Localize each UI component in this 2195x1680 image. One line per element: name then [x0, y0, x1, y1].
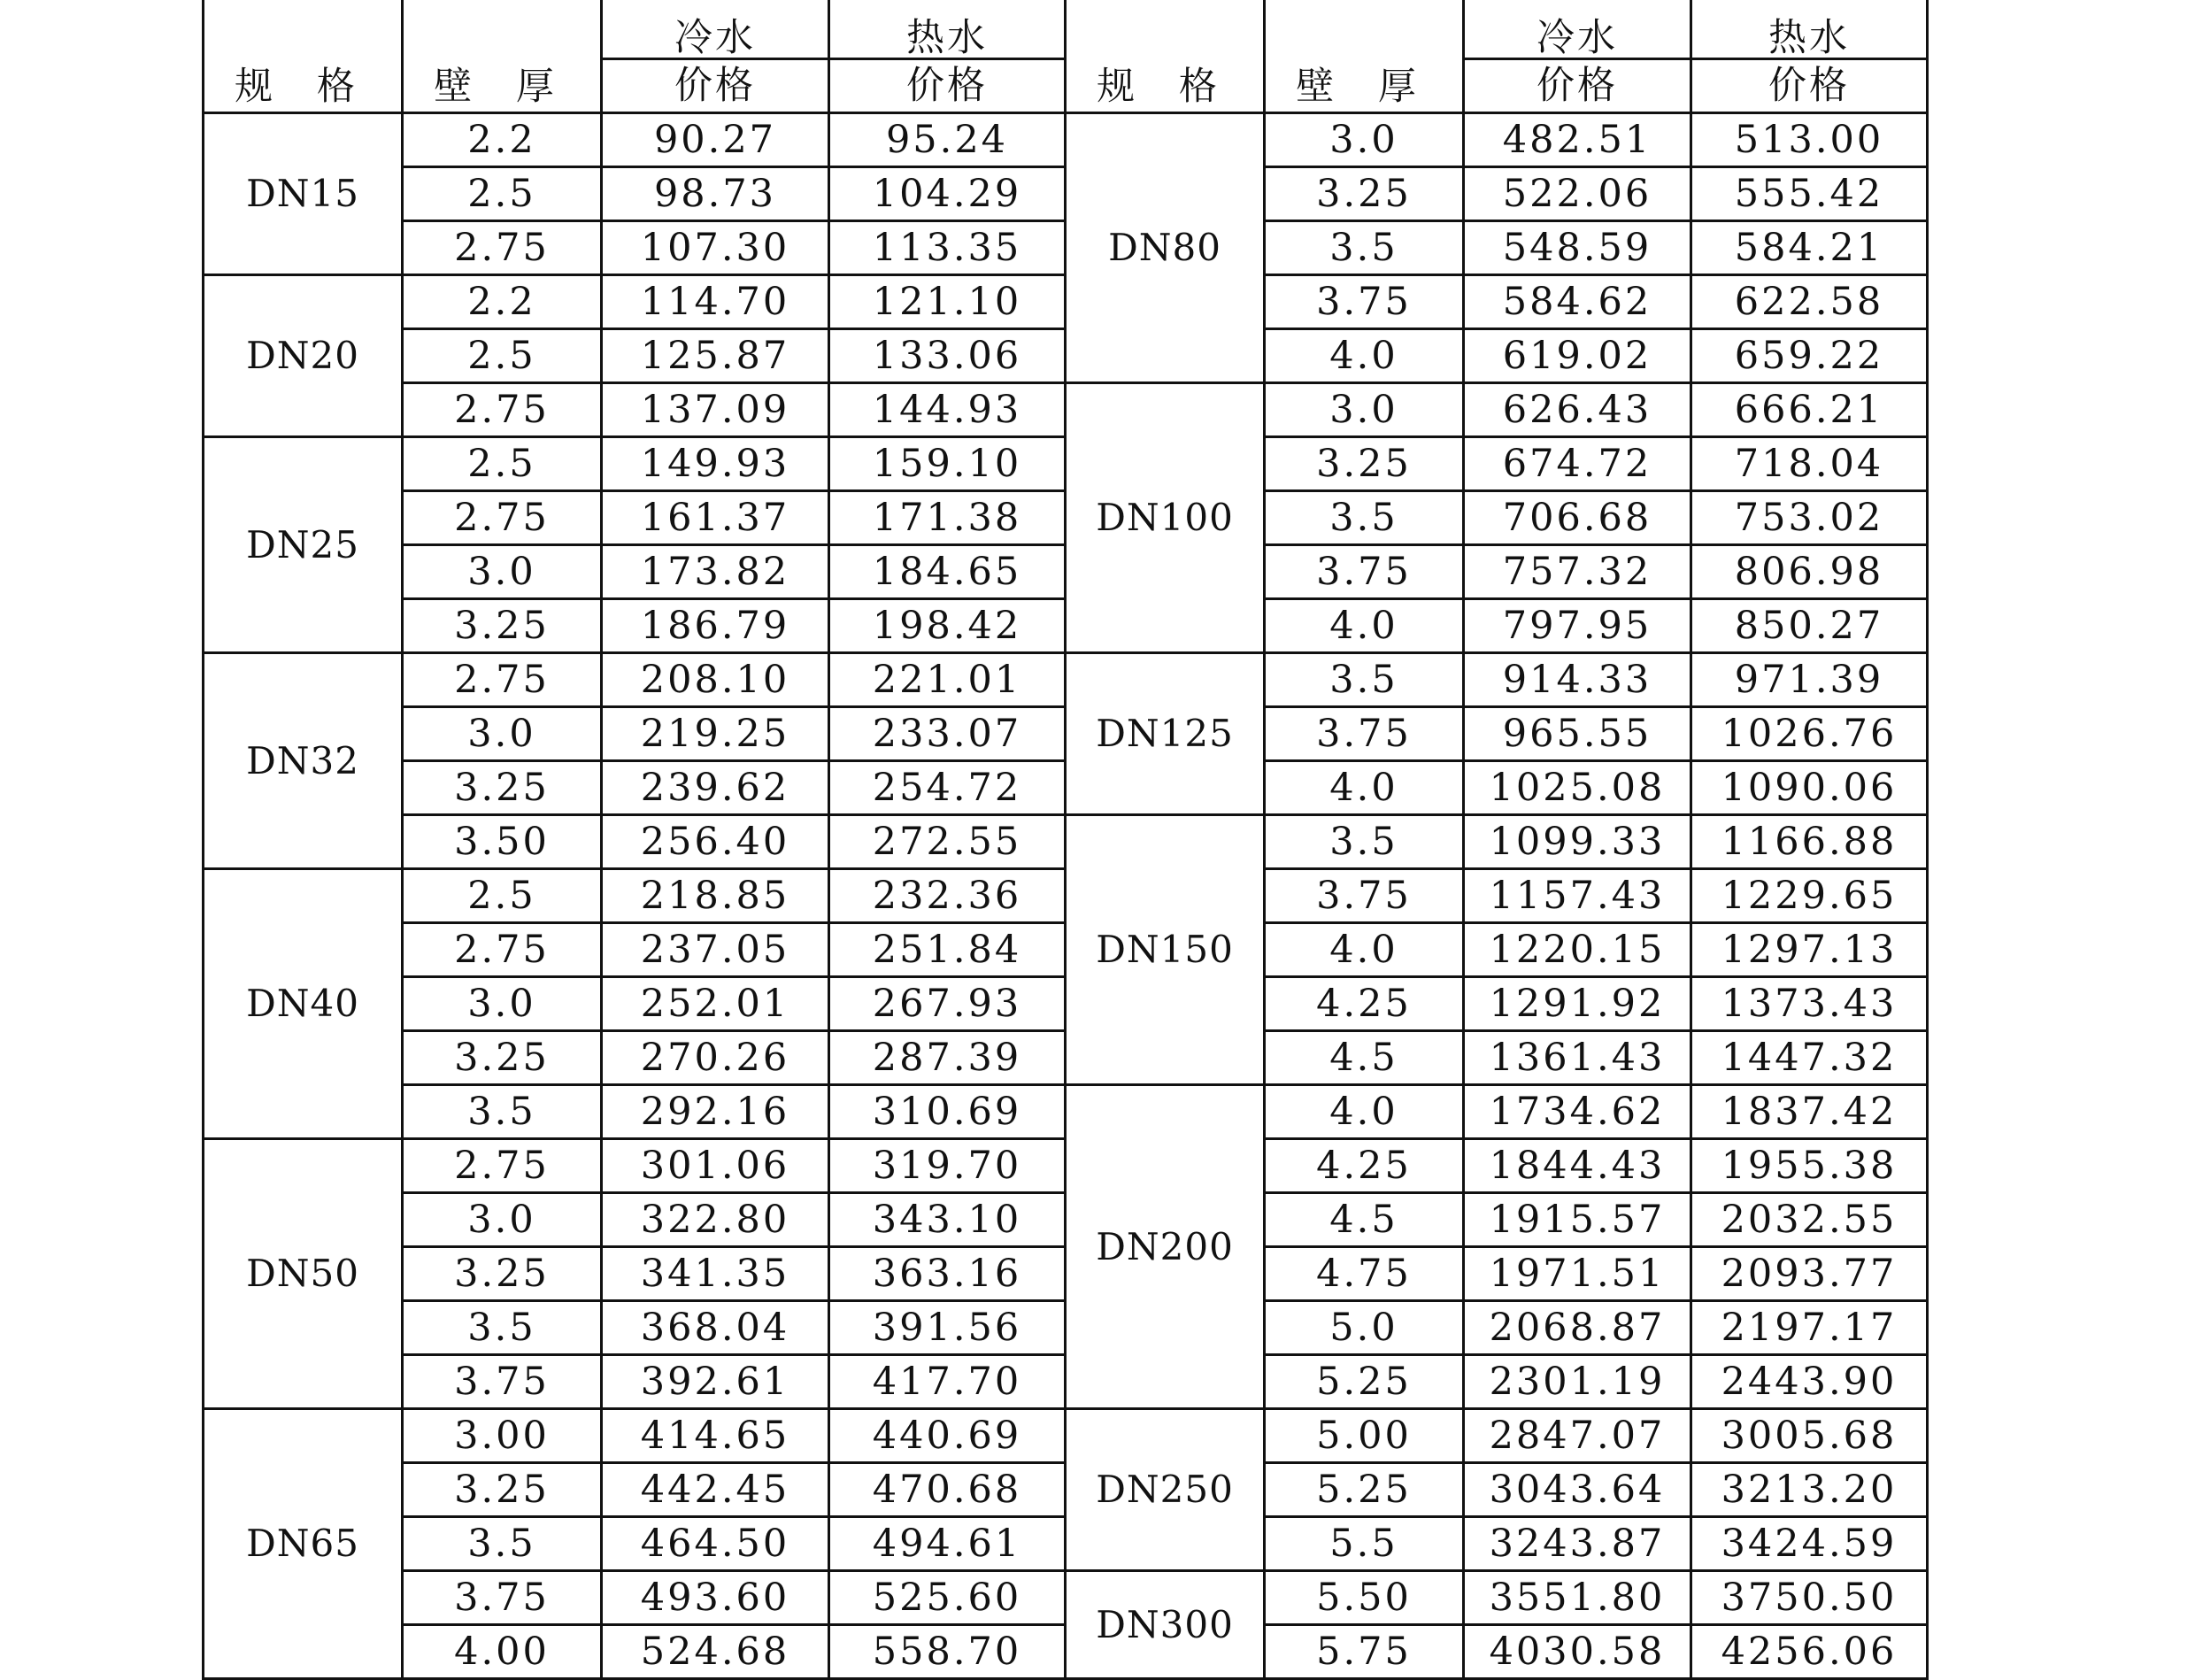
hot-water-price-cell: 3213.20 [1691, 1463, 1928, 1517]
table-row [204, 1571, 1928, 1625]
hot-water-price-cell: 363.16 [829, 1247, 1066, 1301]
wall-thickness-cell: 4.0 [1265, 1085, 1464, 1139]
wall-thickness-cell: 3.75 [1265, 869, 1464, 923]
cold-water-price-cell: 442.45 [602, 1463, 829, 1517]
hot-water-price-cell: 254.72 [829, 761, 1066, 815]
spec-cell-right: DN200 [1066, 1085, 1265, 1409]
header-wall-left: 壁 厚 [403, 0, 602, 113]
wall-thickness-cell: 4.0 [1265, 599, 1464, 653]
wall-thickness-cell: 3.0 [403, 707, 602, 761]
hot-water-price-cell: 232.36 [829, 869, 1066, 923]
hot-water-price-cell: 1955.38 [1691, 1139, 1928, 1193]
wall-thickness-cell: 4.25 [1265, 977, 1464, 1031]
cold-water-price-cell: 3551.80 [1464, 1571, 1691, 1625]
hot-water-price-cell: 558.70 [829, 1625, 1066, 1679]
cold-water-price-cell: 107.30 [602, 221, 829, 275]
cold-water-price-cell: 218.85 [602, 869, 829, 923]
hot-water-price-cell: 3005.68 [1691, 1409, 1928, 1463]
wall-thickness-cell: 3.5 [403, 1517, 602, 1571]
hot-water-price-cell: 1837.42 [1691, 1085, 1928, 1139]
hot-water-price-cell: 1166.88 [1691, 815, 1928, 869]
hot-water-price-cell: 1090.06 [1691, 761, 1928, 815]
wall-thickness-cell: 2.75 [403, 221, 602, 275]
wall-thickness-cell: 3.0 [403, 1193, 602, 1247]
spec-cell-left: DN25 [204, 437, 403, 653]
hot-water-price-cell: 584.21 [1691, 221, 1928, 275]
wall-thickness-cell: 3.75 [403, 1355, 602, 1409]
hot-water-price-cell: 144.93 [829, 383, 1066, 437]
hot-water-price-cell: 513.00 [1691, 113, 1928, 167]
wall-thickness-cell: 3.5 [1265, 653, 1464, 707]
hot-water-price-cell: 753.02 [1691, 491, 1928, 545]
hot-water-price-cell: 1229.65 [1691, 869, 1928, 923]
wall-thickness-cell: 2.2 [403, 113, 602, 167]
hot-water-price-cell: 184.65 [829, 545, 1066, 599]
cold-water-price-cell: 237.05 [602, 923, 829, 977]
wall-thickness-cell: 3.0 [403, 545, 602, 599]
wall-thickness-cell: 3.25 [1265, 437, 1464, 491]
cold-water-price-cell: 524.68 [602, 1625, 829, 1679]
wall-thickness-cell: 5.00 [1265, 1409, 1464, 1463]
cold-water-price-cell: 1220.15 [1464, 923, 1691, 977]
cold-water-price-cell: 392.61 [602, 1355, 829, 1409]
cold-water-price-cell: 341.35 [602, 1247, 829, 1301]
wall-thickness-cell: 5.5 [1265, 1517, 1464, 1571]
hot-water-price-cell: 198.42 [829, 599, 1066, 653]
hot-water-price-cell: 417.70 [829, 1355, 1066, 1409]
table-row [204, 815, 1928, 869]
price-table [202, 0, 1929, 1680]
cold-water-price-cell: 219.25 [602, 707, 829, 761]
wall-thickness-cell: 5.75 [1265, 1625, 1464, 1679]
wall-thickness-cell: 3.5 [1265, 221, 1464, 275]
cold-water-price-cell: 1844.43 [1464, 1139, 1691, 1193]
wall-thickness-cell: 2.75 [403, 383, 602, 437]
wall-thickness-cell: 4.00 [403, 1625, 602, 1679]
wall-thickness-cell: 4.0 [1265, 923, 1464, 977]
cold-water-price-cell: 1734.62 [1464, 1085, 1691, 1139]
hot-water-price-cell: 971.39 [1691, 653, 1928, 707]
hot-water-price-cell: 391.56 [829, 1301, 1066, 1355]
cold-water-price-cell: 1971.51 [1464, 1247, 1691, 1301]
cold-water-price-cell: 292.16 [602, 1085, 829, 1139]
hot-water-price-cell: 718.04 [1691, 437, 1928, 491]
header-cold-water-left: 冷水 [602, 0, 829, 59]
cold-water-price-cell: 256.40 [602, 815, 829, 869]
cold-water-price-cell: 493.60 [602, 1571, 829, 1625]
wall-thickness-cell: 3.00 [403, 1409, 602, 1463]
cold-water-price-cell: 1291.92 [1464, 977, 1691, 1031]
cold-water-price-cell: 90.27 [602, 113, 829, 167]
spec-cell-right: DN300 [1066, 1571, 1265, 1679]
cold-water-price-cell: 114.70 [602, 275, 829, 329]
hot-water-price-cell: 555.42 [1691, 167, 1928, 221]
wall-thickness-cell: 3.75 [403, 1571, 602, 1625]
wall-thickness-cell: 4.75 [1265, 1247, 1464, 1301]
cold-water-price-cell: 1157.43 [1464, 869, 1691, 923]
hot-water-price-cell: 1447.32 [1691, 1031, 1928, 1085]
wall-thickness-cell: 5.0 [1265, 1301, 1464, 1355]
wall-thickness-cell: 3.75 [1265, 275, 1464, 329]
spec-cell-left: DN50 [204, 1139, 403, 1409]
hot-water-price-cell: 104.29 [829, 167, 1066, 221]
cold-water-price-cell: 208.10 [602, 653, 829, 707]
header-cold-price-right: 价格 [1464, 59, 1691, 113]
cold-water-price-cell: 548.59 [1464, 221, 1691, 275]
hot-water-price-cell: 666.21 [1691, 383, 1928, 437]
wall-thickness-cell: 4.5 [1265, 1193, 1464, 1247]
cold-water-price-cell: 464.50 [602, 1517, 829, 1571]
cold-water-price-cell: 414.65 [602, 1409, 829, 1463]
cold-water-price-cell: 4030.58 [1464, 1625, 1691, 1679]
cold-water-price-cell: 3043.64 [1464, 1463, 1691, 1517]
cold-water-price-cell: 239.62 [602, 761, 829, 815]
cold-water-price-cell: 626.43 [1464, 383, 1691, 437]
cold-water-price-cell: 914.33 [1464, 653, 1691, 707]
wall-thickness-cell: 5.50 [1265, 1571, 1464, 1625]
wall-thickness-cell: 3.0 [1265, 113, 1464, 167]
wall-thickness-cell: 2.5 [403, 167, 602, 221]
hot-water-price-cell: 659.22 [1691, 329, 1928, 383]
cold-water-price-cell: 368.04 [602, 1301, 829, 1355]
cold-water-price-cell: 619.02 [1464, 329, 1691, 383]
cold-water-price-cell: 161.37 [602, 491, 829, 545]
hot-water-price-cell: 1026.76 [1691, 707, 1928, 761]
table-row [204, 653, 1928, 707]
wall-thickness-cell: 4.0 [1265, 761, 1464, 815]
cold-water-price-cell: 3243.87 [1464, 1517, 1691, 1571]
cold-water-price-cell: 98.73 [602, 167, 829, 221]
cold-water-price-cell: 322.80 [602, 1193, 829, 1247]
spec-cell-right: DN100 [1066, 383, 1265, 653]
wall-thickness-cell: 5.25 [1265, 1355, 1464, 1409]
table-row [204, 1409, 1928, 1463]
wall-thickness-cell: 3.25 [403, 1031, 602, 1085]
wall-thickness-cell: 3.5 [1265, 491, 1464, 545]
cold-water-price-cell: 1361.43 [1464, 1031, 1691, 1085]
wall-thickness-cell: 3.5 [403, 1085, 602, 1139]
wall-thickness-cell: 4.25 [1265, 1139, 1464, 1193]
hot-water-price-cell: 440.69 [829, 1409, 1066, 1463]
wall-thickness-cell: 3.25 [403, 761, 602, 815]
spec-cell-left: DN40 [204, 869, 403, 1139]
wall-thickness-cell: 2.75 [403, 1139, 602, 1193]
wall-thickness-cell: 3.25 [403, 1463, 602, 1517]
wall-thickness-cell: 3.0 [403, 977, 602, 1031]
header-cold-water-right: 冷水 [1464, 0, 1691, 59]
cold-water-price-cell: 252.01 [602, 977, 829, 1031]
wall-thickness-cell: 3.5 [1265, 815, 1464, 869]
hot-water-price-cell: 221.01 [829, 653, 1066, 707]
wall-thickness-cell: 3.25 [403, 599, 602, 653]
wall-thickness-cell: 2.75 [403, 491, 602, 545]
wall-thickness-cell: 5.25 [1265, 1463, 1464, 1517]
cold-water-price-cell: 173.82 [602, 545, 829, 599]
spec-cell-right: DN150 [1066, 815, 1265, 1085]
hot-water-price-cell: 622.58 [1691, 275, 1928, 329]
header-hot-water-right: 热水 [1691, 0, 1928, 59]
hot-water-price-cell: 1297.13 [1691, 923, 1928, 977]
table-row [204, 113, 1928, 167]
hot-water-price-cell: 4256.06 [1691, 1625, 1928, 1679]
wall-thickness-cell: 3.50 [403, 815, 602, 869]
spec-cell-left: DN32 [204, 653, 403, 869]
hot-water-price-cell: 494.61 [829, 1517, 1066, 1571]
header-hot-price-right: 价格 [1691, 59, 1928, 113]
hot-water-price-cell: 3750.50 [1691, 1571, 1928, 1625]
header-wall-right: 壁 厚 [1265, 0, 1464, 113]
wall-thickness-cell: 2.2 [403, 275, 602, 329]
wall-thickness-cell: 3.5 [403, 1301, 602, 1355]
header-spec-right: 规 格 [1066, 0, 1265, 113]
hot-water-price-cell: 2032.55 [1691, 1193, 1928, 1247]
hot-water-price-cell: 343.10 [829, 1193, 1066, 1247]
wall-thickness-cell: 3.0 [1265, 383, 1464, 437]
cold-water-price-cell: 584.62 [1464, 275, 1691, 329]
cold-water-price-cell: 186.79 [602, 599, 829, 653]
table-row [204, 1085, 1928, 1139]
cold-water-price-cell: 270.26 [602, 1031, 829, 1085]
cold-water-price-cell: 674.72 [1464, 437, 1691, 491]
hot-water-price-cell: 233.07 [829, 707, 1066, 761]
cold-water-price-cell: 706.68 [1464, 491, 1691, 545]
hot-water-price-cell: 2197.17 [1691, 1301, 1928, 1355]
cold-water-price-cell: 1025.08 [1464, 761, 1691, 815]
spec-cell-left: DN20 [204, 275, 403, 437]
table-row [204, 383, 1928, 437]
hot-water-price-cell: 850.27 [1691, 599, 1928, 653]
cold-water-price-cell: 149.93 [602, 437, 829, 491]
spec-cell-right: DN80 [1066, 113, 1265, 383]
header-row-top [204, 0, 1928, 59]
hot-water-price-cell: 171.38 [829, 491, 1066, 545]
hot-water-price-cell: 113.35 [829, 221, 1066, 275]
wall-thickness-cell: 4.0 [1265, 329, 1464, 383]
cold-water-price-cell: 137.09 [602, 383, 829, 437]
spec-cell-right: DN250 [1066, 1409, 1265, 1571]
wall-thickness-cell: 4.5 [1265, 1031, 1464, 1085]
hot-water-price-cell: 319.70 [829, 1139, 1066, 1193]
hot-water-price-cell: 470.68 [829, 1463, 1066, 1517]
wall-thickness-cell: 2.5 [403, 329, 602, 383]
wall-thickness-cell: 2.75 [403, 653, 602, 707]
header-cold-price-left: 价格 [602, 59, 829, 113]
hot-water-price-cell: 121.10 [829, 275, 1066, 329]
price-table-body [204, 0, 1928, 1679]
hot-water-price-cell: 2443.90 [1691, 1355, 1928, 1409]
cold-water-price-cell: 797.95 [1464, 599, 1691, 653]
cold-water-price-cell: 1099.33 [1464, 815, 1691, 869]
wall-thickness-cell: 3.75 [1265, 707, 1464, 761]
cold-water-price-cell: 2068.87 [1464, 1301, 1691, 1355]
hot-water-price-cell: 133.06 [829, 329, 1066, 383]
hot-water-price-cell: 159.10 [829, 437, 1066, 491]
header-spec-left: 规 格 [204, 0, 403, 113]
hot-water-price-cell: 272.55 [829, 815, 1066, 869]
cold-water-price-cell: 2847.07 [1464, 1409, 1691, 1463]
hot-water-price-cell: 267.93 [829, 977, 1066, 1031]
cold-water-price-cell: 2301.19 [1464, 1355, 1691, 1409]
wall-thickness-cell: 3.25 [1265, 167, 1464, 221]
cold-water-price-cell: 757.32 [1464, 545, 1691, 599]
cold-water-price-cell: 522.06 [1464, 167, 1691, 221]
cold-water-price-cell: 1915.57 [1464, 1193, 1691, 1247]
hot-water-price-cell: 806.98 [1691, 545, 1928, 599]
hot-water-price-cell: 525.60 [829, 1571, 1066, 1625]
wall-thickness-cell: 3.75 [1265, 545, 1464, 599]
cold-water-price-cell: 482.51 [1464, 113, 1691, 167]
cold-water-price-cell: 125.87 [602, 329, 829, 383]
hot-water-price-cell: 2093.77 [1691, 1247, 1928, 1301]
hot-water-price-cell: 1373.43 [1691, 977, 1928, 1031]
hot-water-price-cell: 310.69 [829, 1085, 1066, 1139]
hot-water-price-cell: 251.84 [829, 923, 1066, 977]
hot-water-price-cell: 95.24 [829, 113, 1066, 167]
cold-water-price-cell: 301.06 [602, 1139, 829, 1193]
spec-cell-right: DN125 [1066, 653, 1265, 815]
wall-thickness-cell: 3.25 [403, 1247, 602, 1301]
wall-thickness-cell: 2.5 [403, 437, 602, 491]
wall-thickness-cell: 2.5 [403, 869, 602, 923]
cold-water-price-cell: 965.55 [1464, 707, 1691, 761]
spec-cell-left: DN15 [204, 113, 403, 275]
header-hot-price-left: 价格 [829, 59, 1066, 113]
hot-water-price-cell: 3424.59 [1691, 1517, 1928, 1571]
wall-thickness-cell: 2.75 [403, 923, 602, 977]
header-hot-water-left: 热水 [829, 0, 1066, 59]
hot-water-price-cell: 287.39 [829, 1031, 1066, 1085]
spec-cell-left: DN65 [204, 1409, 403, 1679]
